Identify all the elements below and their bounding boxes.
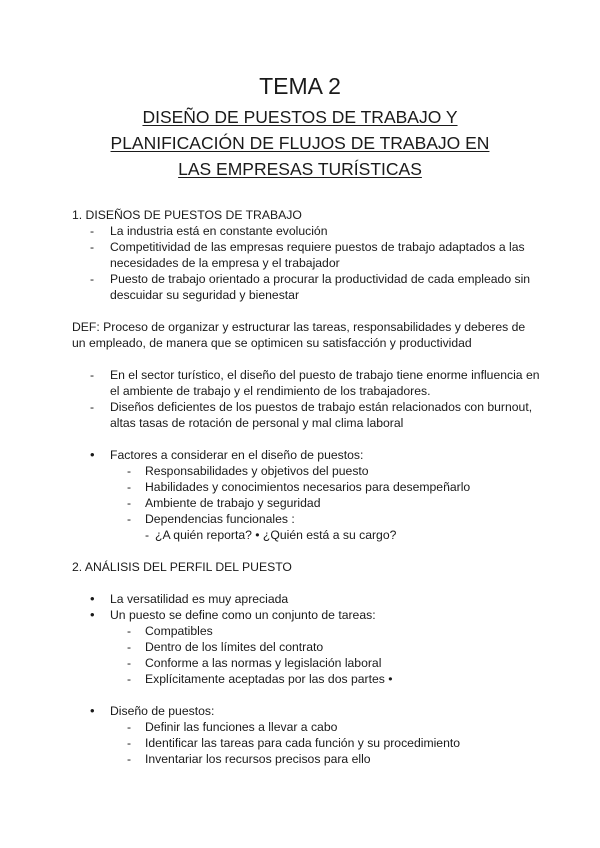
- list-item: - Explícitamente aceptadas por las dos partes •: [72, 671, 542, 687]
- document-body: [72, 207, 542, 767]
- design-sublist: [72, 719, 542, 767]
- list-item: - Inventariar los recursos precisos para ello: [72, 751, 542, 767]
- list-item: - Habilidades y conocimientos necesarios para desempeñarlo: [72, 479, 542, 495]
- chapter-title: [0, 104, 600, 182]
- list-item: - Definir las funciones a llevar a cabo: [72, 719, 542, 735]
- definition-paragraph: DEF: Proceso de organizar y estructurar las tareas, responsabilidades y deberes de un empleado, de manera que se optimicen su satisfacción y productividad: [72, 320, 526, 350]
- bullet-item: [72, 703, 542, 767]
- list-item: - Responsabilidades y objetivos del puesto: [72, 463, 542, 479]
- bullet-item: • La versatilidad es muy apreciada: [72, 591, 542, 607]
- section-1-list-2: [72, 367, 542, 431]
- title-line: PLANIFICACIÓN DE FLUJOS DE TRABAJO EN: [110, 133, 490, 153]
- dependencies-sublist: [72, 527, 542, 543]
- design-list: [72, 703, 542, 767]
- bullet-label: Un puesto se define como un conjunto de tareas:: [110, 608, 376, 622]
- list-item: - Dependencias funcionales :: [72, 511, 542, 527]
- section-1-list: [72, 223, 542, 303]
- list-item: - La industria está en constante evolución: [72, 223, 542, 239]
- section-2-heading: 2. ANÁLISIS DEL PERFIL DEL PUESTO: [72, 560, 292, 574]
- list-item: - Compatibles: [72, 623, 542, 639]
- list-item: - Ambiente de trabajo y seguridad: [72, 495, 542, 511]
- list-item: - ¿A quién reporta? • ¿Quién está a su cargo?: [72, 527, 542, 543]
- section-1-heading: 1. DISEÑOS DE PUESTOS DE TRABAJO: [72, 208, 302, 222]
- factors-label: Factores a considerar en el diseño de puestos:: [110, 448, 364, 462]
- list-item: - En el sector turístico, el diseño del puesto de trabajo tiene enorme influencia en el ambiente de trabajo y el rendimiento de los trabajadores.: [72, 367, 542, 399]
- bullet-label: Diseño de puestos:: [110, 704, 215, 718]
- tasks-sublist: [72, 623, 542, 687]
- list-item: - Competitividad de las empresas requiere puestos de trabajo adaptados a las necesidades de la empresa y el trabajador: [72, 239, 542, 271]
- title-line: DISEÑO DE PUESTOS DE TRABAJO Y: [142, 107, 458, 127]
- chapter-number: TEMA 2: [259, 73, 341, 99]
- list-item: - Conforme a las normas y legislación laboral: [72, 655, 542, 671]
- factors-list: [72, 447, 542, 543]
- bullet-item: [72, 607, 542, 687]
- list-item: - Puesto de trabajo orientado a procurar la productividad de cada empleado sin descuidar su seguridad y bienestar: [72, 271, 542, 303]
- factors-sublist: [72, 463, 542, 527]
- list-item: - Diseños deficientes de los puestos de trabajo están relacionados con burnout, altas tasas de rotación de personal y mal clima laboral: [72, 399, 542, 431]
- section-2-list: [72, 591, 542, 687]
- list-item: - Dentro de los límites del contrato: [72, 639, 542, 655]
- title-line: LAS EMPRESAS TURÍSTICAS: [178, 159, 422, 179]
- bullet-item: [72, 447, 542, 543]
- list-item: - Identificar las tareas para cada función y su procedimiento: [72, 735, 542, 751]
